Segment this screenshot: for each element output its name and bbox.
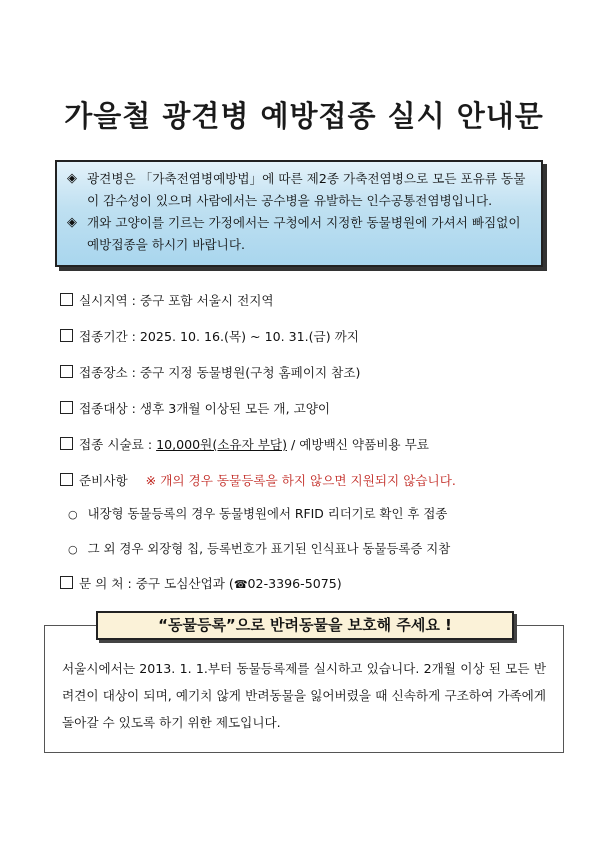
checkbox-icon — [60, 473, 73, 486]
checkbox-icon — [60, 576, 73, 589]
prep-warning: ※ 개의 경우 동물등록을 하지 않으면 지원되지 않습니다. — [145, 473, 456, 488]
diamond-bullet-icon: ◈ — [67, 171, 77, 186]
checkbox-icon — [60, 293, 73, 306]
sub-text-2: 그 외 경우 외장형 칩, 등록번호가 표기된 인식표나 동물등록증 지참 — [87, 541, 451, 556]
item-target — [60, 398, 330, 417]
circle-bullet-icon: ○ — [68, 543, 78, 556]
notice-text-1: 광견병은 「가축전염병예방법」에 따른 제2종 가축전염병으로 모든 포유류 동물이 감수성이 있으며 사람에서는 공수병을 유발하는 인수공통전염병입니다. — [87, 171, 526, 208]
fee-amount: 10,000원(소유자 부담) — [156, 437, 287, 452]
phone-icon: ☎ — [233, 578, 248, 591]
item-contact — [60, 573, 342, 592]
fee-suffix: / 예방백신 약품비용 무료 — [286, 437, 429, 452]
contact-prefix: 문 의 처 : 중구 도심산업과 ( — [79, 576, 234, 591]
prep-label: 준비사항 — [79, 473, 128, 488]
checkbox-icon — [60, 329, 73, 342]
checkbox-icon — [60, 437, 73, 450]
place-text: 접종장소 : 중구 지정 동물병원(구청 홈페이지 참조) — [79, 365, 361, 380]
item-prep — [60, 470, 456, 489]
diamond-bullet-icon: ◈ — [67, 215, 77, 230]
circle-bullet-icon: ○ — [68, 508, 78, 521]
page-title: 가을철 광견병 예방접종 실시 안내문 — [64, 99, 544, 133]
item-fee — [60, 434, 429, 453]
item-place — [60, 362, 360, 381]
notice-box — [55, 160, 543, 267]
item-period — [60, 326, 359, 345]
target-text: 접종대상 : 생후 3개월 이상된 모든 개, 고양이 — [79, 401, 331, 416]
sub-item-1 — [68, 504, 447, 522]
contact-phone: 02-3396-5075 — [247, 576, 337, 591]
period-text: 접종기간 : 2025. 10. 16.(목) ~ 10. 31.(금) 까지 — [79, 329, 359, 344]
checkbox-icon — [60, 401, 73, 414]
sub-item-2 — [68, 539, 450, 557]
sub-text-1: 내장형 동물등록의 경우 동물병원에서 RFID 리더기로 확인 후 접종 — [87, 506, 448, 521]
checkbox-icon — [60, 365, 73, 378]
notice-item-2 — [65, 212, 533, 256]
banner: “동물등록”으로 반려동물을 보호해 주세요 ! — [96, 611, 514, 640]
notice-item-1 — [65, 168, 533, 212]
item-region — [60, 290, 274, 309]
contact-suffix: ) — [336, 576, 342, 591]
fee-prefix: 접종 시술료 : — [79, 437, 157, 452]
notice-text-2: 개와 고양이를 기르는 가정에서는 구청에서 지정한 동물병원에 가셔서 빠짐없이 예방접종을 하시기 바랍니다. — [87, 215, 521, 252]
info-paragraph: 서울시에서는 2013. 1. 1.부터 동물등록제를 실시하고 있습니다. 2개월 이상 된 모든 반려견이 대상이 되며, 예기치 않게 반려동물을 잃어버렸을 때 신속하게 구조하여 가족에게 돌아갈 수 있도록 하기 위한 제도입니다. — [62, 661, 546, 730]
region-text: 실시지역 : 중구 포함 서울시 전지역 — [79, 293, 274, 308]
